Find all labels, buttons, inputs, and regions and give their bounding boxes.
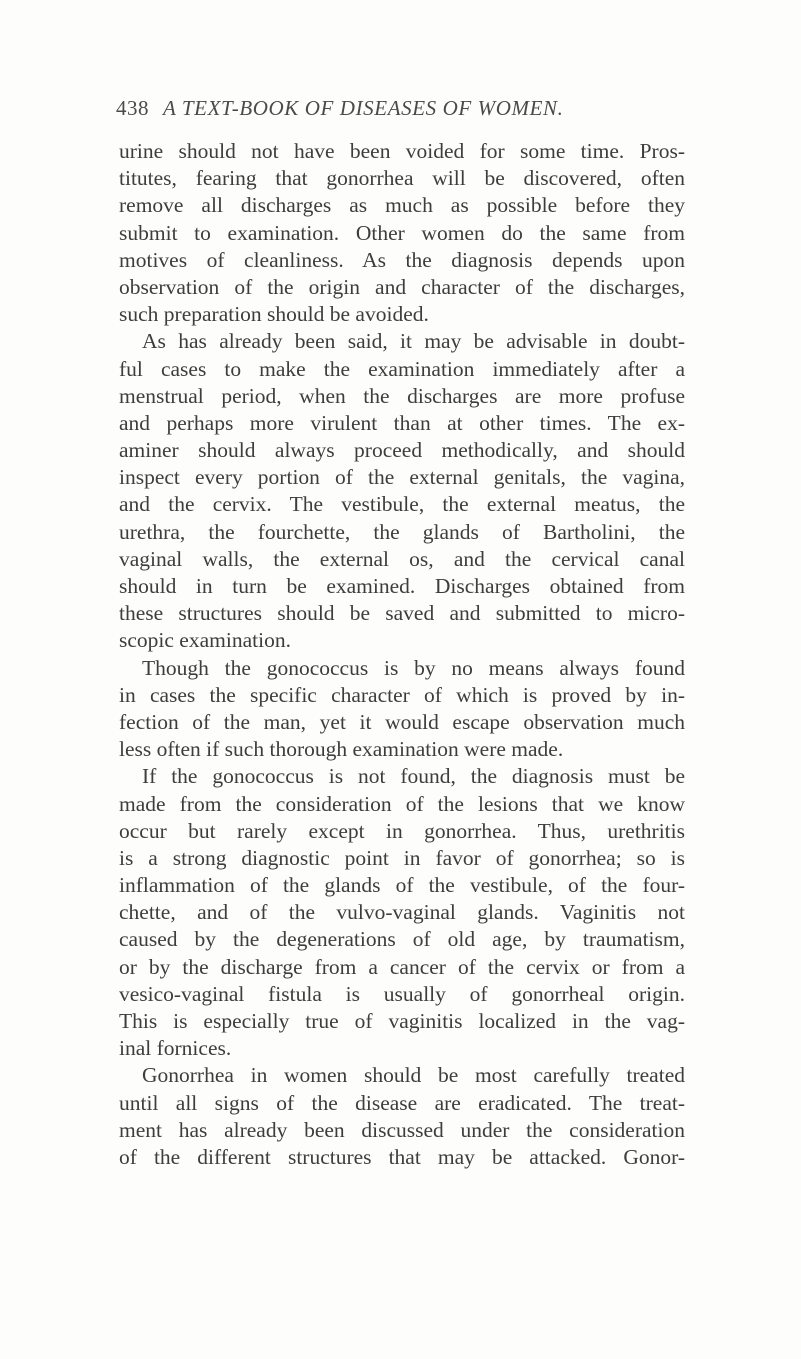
running-head bbox=[116, 96, 716, 124]
text-line: in cases the specific character of which is proved by in- bbox=[119, 682, 685, 707]
text-line: inspect every portion of the external genitals, the vagina, bbox=[119, 465, 685, 490]
text-line: ment has already been discussed under the consideration bbox=[119, 1117, 685, 1142]
text-line: urine should not have been voided for some time. Pros- bbox=[119, 139, 685, 163]
text-line: inal fornices. bbox=[119, 1036, 232, 1061]
text-line: observation of the origin and character of the discharges, bbox=[119, 274, 685, 299]
text-line: remove all discharges as much as possible before they bbox=[119, 193, 685, 218]
text-line: Gonorrhea in women should be most carefully treated bbox=[142, 1063, 685, 1088]
text-line: As has already been said, it may be advisable in doubt- bbox=[142, 329, 685, 354]
text-line: If the gonococcus is not found, the diagnosis must be bbox=[142, 764, 685, 789]
text-line: chette, and of the vulvo-vaginal glands. Vaginitis not bbox=[119, 900, 685, 925]
text-line: This is especially true of vaginitis localized in the vag- bbox=[119, 1009, 685, 1033]
text-line: urethra, the fourchette, the glands of Bartholini, the bbox=[119, 519, 685, 544]
text-line: vesico-vaginal fistula is usually of gonorrheal origin. bbox=[119, 981, 685, 1006]
text-line: aminer should always proceed methodically, and should bbox=[119, 438, 685, 463]
text-line: of the different structures that may be attacked. Gonor- bbox=[119, 1144, 685, 1169]
body-text bbox=[119, 138, 685, 1171]
text-line: less often if such thorough examination were made. bbox=[119, 737, 564, 762]
book-title: A TEXT-BOOK OF DISEASES OF WOMEN. bbox=[163, 96, 564, 120]
text-line: motives of cleanliness. As the diagnosis depends upon bbox=[119, 247, 685, 272]
text-line: scopic examination. bbox=[119, 628, 291, 653]
text-line: fection of the man, yet it would escape observation much bbox=[119, 709, 685, 734]
text-line: or by the discharge from a cancer of the cervix or from a bbox=[119, 954, 685, 979]
text-line: ful cases to make the examination immediately after a bbox=[119, 356, 685, 381]
text-line: titutes, fearing that gonorrhea will be discovered, often bbox=[119, 166, 685, 191]
text-line: these structures should be saved and submitted to micro- bbox=[119, 601, 685, 626]
text-line: inflammation of the glands of the vestibule, of the four- bbox=[119, 873, 685, 898]
text-line: vaginal walls, the external os, and the cervical canal bbox=[119, 546, 685, 571]
text-line: made from the consideration of the lesions that we know bbox=[119, 791, 685, 816]
text-line: caused by the degenerations of old age, by traumatism, bbox=[119, 927, 685, 952]
text-line: menstrual period, when the discharges are more profuse bbox=[119, 383, 685, 408]
text-line: occur but rarely except in gonorrhea. Thus, urethritis bbox=[119, 818, 685, 843]
text-line: submit to examination. Other women do the same from bbox=[119, 220, 685, 245]
text-line: should in turn be examined. Discharges obtained from bbox=[119, 574, 685, 598]
text-line: Though the gonococcus is by no means always found bbox=[142, 655, 685, 680]
text-line: such preparation should be avoided. bbox=[119, 302, 429, 327]
page-number: 438 bbox=[116, 96, 149, 120]
text-line: and the cervix. The vestibule, the external meatus, the bbox=[119, 492, 685, 517]
text-line: is a strong diagnostic point in favor of gonorrhea; so is bbox=[119, 845, 685, 870]
text-line: until all signs of the disease are eradicated. The treat- bbox=[119, 1090, 685, 1115]
text-line: and perhaps more virulent than at other times. The ex- bbox=[119, 410, 685, 435]
